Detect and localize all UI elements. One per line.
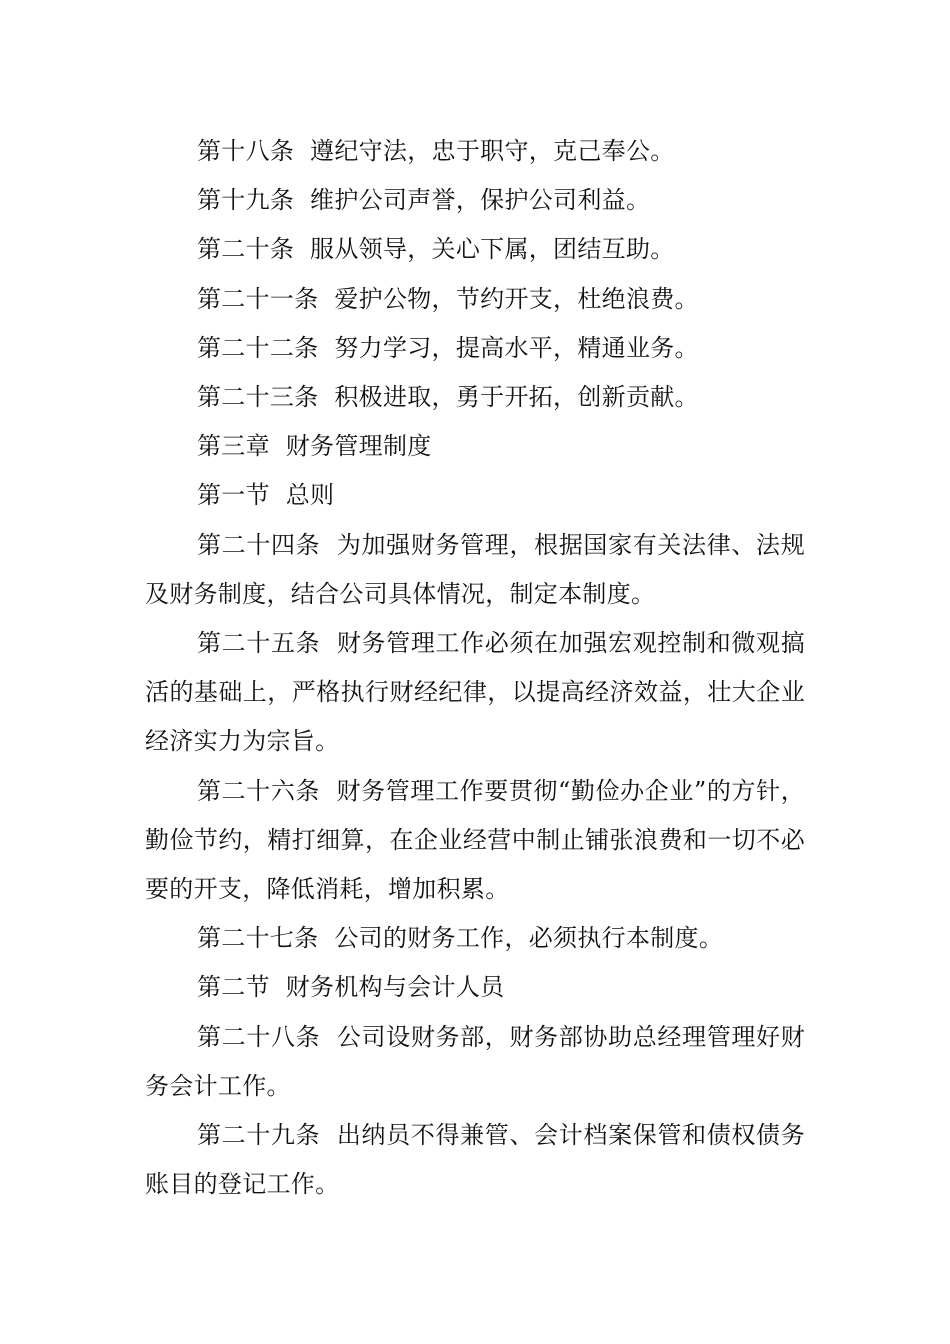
article-27: 第二十七条 公司的财务工作，必须执行本制度。: [197, 924, 724, 953]
article-22: 第二十二条 努力学习，提高水平，精通业务。: [197, 333, 699, 362]
section-1-heading: 第一节 总则: [197, 481, 335, 510]
article-29: 第二十九条 出纳员不得兼管、会计档案保管和债权债务账目的登记工作。: [145, 1121, 805, 1199]
chapter-3-heading: 第三章 财务管理制度: [197, 432, 432, 461]
article-26: 第二十六条 财务管理工作要贯彻“勤俭办企业”的方针，勤俭节约，精打细算，在企业经营中制止铺张浪费和一切不必要的开支，降低消耗，增加积累。: [145, 776, 805, 904]
article-23: 第二十三条 积极进取，勇于开拓，创新贡献。: [197, 383, 699, 412]
article-24: 第二十四条 为加强财务管理，根据国家有关法律、法规及财务制度，结合公司具体情况，制定本制度。: [145, 530, 805, 608]
article-25: 第二十五条 财务管理工作必须在加强宏观控制和微观搞活的基础上，严格执行财经纪律，以提高经济效益，壮大企业经济实力为宗旨。: [145, 629, 805, 756]
article-21: 第二十一条 爱护公物，节约开支，杜绝浪费。: [197, 284, 699, 313]
article-18: 第十八条 遵纪守法，忠于职守，克己奉公。: [197, 137, 675, 165]
section-2-heading: 第二节 财务机构与会计人员: [197, 973, 505, 1002]
article-20: 第二十条 服从领导，关心下属，团结互助。: [197, 235, 675, 264]
document-body: [145, 127, 805, 1209]
article-28: 第二十八条 公司设财务部，财务部协助总经理管理好财务会计工作。: [145, 1022, 805, 1100]
article-19: 第十九条 维护公司声誉，保护公司利益。: [197, 186, 651, 215]
